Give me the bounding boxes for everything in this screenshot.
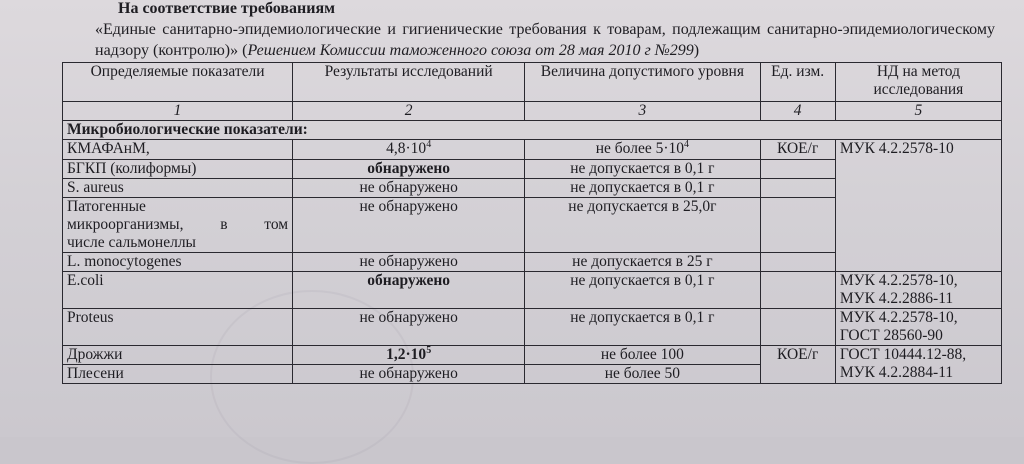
section-title: Микробиологические показатели: bbox=[63, 121, 1002, 140]
limit-cell: не допускается в 25,0г bbox=[525, 198, 760, 253]
method-cell: МУК 4.2.2578-10, ГОСТ 28560-90 bbox=[835, 309, 1001, 346]
column-number: 3 bbox=[525, 102, 760, 121]
column-number: 1 bbox=[63, 102, 293, 121]
header-unit: Ед. изм. bbox=[760, 63, 835, 102]
indicator-cell: L. monocytogenes bbox=[63, 253, 293, 272]
results-table bbox=[62, 62, 1002, 384]
column-number: 5 bbox=[835, 102, 1001, 121]
table-row bbox=[63, 346, 1002, 365]
result-cell: не обнаружено bbox=[293, 309, 525, 346]
limit-cell: не более $5\cdot 10^4$ bbox=[525, 140, 760, 160]
indicator-cell: КМАФАнМ, bbox=[63, 140, 293, 160]
unit-cell bbox=[760, 198, 835, 253]
unit-cell bbox=[760, 309, 835, 346]
table-row bbox=[63, 272, 1002, 309]
requirements-title: «Единые санитарно-эпидемиологические и гигиенические требования к товарам, подлежащим санитарно-эпидемиологическому надзору (контролю)» ( bbox=[95, 21, 995, 59]
section-row bbox=[63, 121, 1002, 140]
method-cell: МУК 4.2.2578-10, МУК 4.2.2886-11 bbox=[835, 272, 1001, 309]
indicator-cell: E.coli bbox=[63, 272, 293, 309]
indicator-cell: Дрожжи bbox=[63, 346, 293, 365]
unit-cell: КОЕ/г bbox=[760, 346, 835, 384]
method-cell: ГОСТ 10444.12-88, МУК 4.2.2884-11 bbox=[835, 346, 1001, 384]
limit-cell: не допускается в 25 г bbox=[525, 253, 760, 272]
header-limit: Величина допустимого уровня bbox=[525, 63, 760, 102]
unit-cell: КОЕ/г bbox=[760, 140, 835, 160]
table-row bbox=[63, 140, 1002, 160]
column-number: 2 bbox=[293, 102, 525, 121]
table-header-row bbox=[63, 63, 1002, 102]
unit-cell bbox=[760, 253, 835, 272]
indicator-cell: Патогенные микроорганизмы, в том числе сальмонеллы bbox=[63, 198, 293, 253]
commission-decision-ref: Решением Комиссии таможенного союза от 28 мая 2010 г №299 bbox=[247, 42, 694, 59]
indicator-cell: БГКП (колиформы) bbox=[63, 160, 293, 179]
method-cell: МУК 4.2.2578-10 bbox=[835, 140, 1001, 272]
column-number: 4 bbox=[760, 102, 835, 121]
unit-cell bbox=[760, 179, 835, 198]
result-cell: $1,2\cdot 10^5$ bbox=[293, 346, 525, 365]
table-row bbox=[63, 309, 1002, 346]
result-cell: $4,8\cdot 10^4$ bbox=[293, 140, 525, 160]
header-method: НД на метод исследования bbox=[835, 63, 1001, 102]
header-results: Результаты исследований bbox=[293, 63, 525, 102]
header-indicator: Определяемые показатели bbox=[63, 63, 293, 102]
column-numbers-row bbox=[63, 102, 1002, 121]
requirements-reference: «Единые санитарно-эпидемиологические и гигиенические требования к товарам, подлежащим санитарно-эпидемиологическому надзору (контролю)» (Решением Комиссии таможенного союза от 28 мая 2010 г №299) bbox=[95, 21, 995, 59]
limit-cell: не допускается в 0,1 г bbox=[525, 179, 760, 198]
limit-cell: не более 100 bbox=[525, 346, 760, 365]
limit-cell: не более 50 bbox=[525, 365, 760, 384]
document-heading: На соответствие требованиям bbox=[118, 0, 335, 17]
limit-cell: не допускается в 0,1 г bbox=[525, 272, 760, 309]
limit-cell: не допускается в 0,1 г bbox=[525, 160, 760, 179]
result-cell: обнаружено bbox=[293, 160, 525, 179]
limit-cell: не допускается в 0,1 г bbox=[525, 309, 760, 346]
indicator-cell: S. aureus bbox=[63, 179, 293, 198]
result-cell: обнаружено bbox=[293, 272, 525, 309]
indicator-cell: Proteus bbox=[63, 309, 293, 346]
result-cell: не обнаружено bbox=[293, 365, 525, 384]
unit-cell bbox=[760, 160, 835, 179]
indicator-cell: Плесени bbox=[63, 365, 293, 384]
unit-cell bbox=[760, 272, 835, 309]
result-cell: не обнаружено bbox=[293, 253, 525, 272]
result-cell: не обнаружено bbox=[293, 179, 525, 198]
result-cell: не обнаружено bbox=[293, 198, 525, 253]
